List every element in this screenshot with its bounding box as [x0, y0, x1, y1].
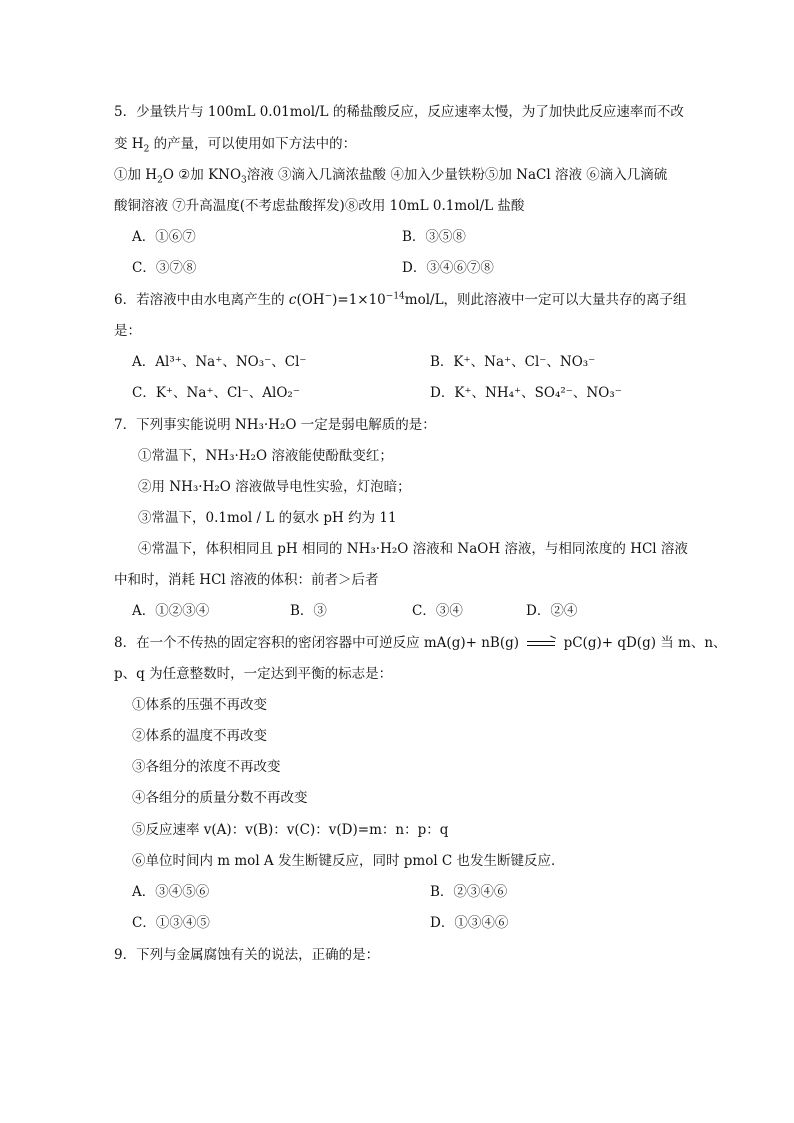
q5-stem-line4: 酸铜溶液 ⑦升高温度(不考虑盐酸挥发)⑧改用 10mL 0.1mol/L 盐酸: [114, 198, 525, 214]
q6-option-a: A．Al³⁺、Na⁺、NO₃⁻、Cl⁻: [132, 354, 307, 370]
q5-option-c: C．③⑦⑧: [132, 260, 197, 276]
q6-stem-line2: 是：: [114, 323, 141, 339]
q6-option-b: B．K⁺、Na⁺、Cl⁻、NO₃⁻: [430, 354, 596, 370]
q8-item-1: ①体系的压强不再改变: [132, 697, 267, 713]
q8-item-2: ②体系的温度不再改变: [132, 728, 267, 744]
q7-item-4-cont: 中和时，消耗 HCl 溶液的体积：前者＞后者: [114, 572, 379, 588]
q7-stem: 7．下列事实能说明 NH₃·H₂O 一定是弱电解质的是：: [114, 417, 436, 433]
q5-stem-line1: 5．少量铁片与 100mL 0.01mol/L 的稀盐酸反应，反应速率太慢，为了加快此反应速率而不改: [114, 104, 684, 120]
q5-option-d: D．③④⑥⑦⑧: [402, 260, 494, 276]
q7-item-4: ④常温下，体积相同且 pH 相同的 NH₃·H₂O 溶液和 NaOH 溶液，与相同浓度的 HCl 溶液: [138, 541, 688, 557]
q9-stem: 9．下列与金属腐蚀有关的说法，正确的是：: [114, 947, 380, 963]
q7-item-2: ②用 NH₃·H₂O 溶液做导电性实验，灯泡暗；: [138, 479, 411, 495]
q7-option-b: B．③: [290, 603, 327, 619]
q7-item-1: ①常温下，NH₃·H₂O 溶液能使酚酞变红；: [138, 448, 393, 464]
q8-item-6: ⑥单位时间内 m mol A 发生断键反应，同时 pmol C 也发生断键反应．: [132, 853, 565, 869]
q5-option-b: B．③⑤⑧: [402, 229, 466, 245]
q8-option-c: C．①③④⑤: [132, 915, 210, 931]
q8-stem-line1: 8．在一个不传热的固定容积的密闭容器中可逆反应 mA(g)+ nB(g) pC(g)+ qD(g) 当 m、n、: [114, 635, 727, 651]
q8-stem-line2: p、q 为任意整数时，一定达到平衡的标志是：: [114, 666, 393, 682]
q8-item-3: ③各组分的浓度不再改变: [132, 759, 281, 775]
q8-item-5: ⑤反应速率 v(A)：v(B)：v(C)：v(D)=m：n：p：q: [132, 822, 449, 838]
equilibrium-arrow-icon: [527, 640, 555, 648]
q7-item-3: ③常温下，0.1mol / L 的氨水 pH 约为 11: [138, 510, 397, 526]
q7-option-a: A．①②③④: [132, 603, 210, 619]
q8-option-a: A．③④⑤⑥: [132, 884, 210, 900]
q7-option-c: C．③④: [412, 603, 463, 619]
q8-option-d: D．①③④⑥: [430, 915, 509, 931]
q7-option-d: D．②④: [526, 603, 578, 619]
q5-stem-line2: 变 $H_2$ 的产量，可以使用如下方法中的：: [114, 136, 357, 155]
q6-option-d: D．K⁺、NH₄⁺、SO₄²⁻、NO₃⁻: [430, 385, 622, 401]
q5-stem-line3: ①加 $H_2O$ ②加 $KNO_3$溶液 ③滴入几滴浓盐酸 ④加入少量铁粉⑤加 NaCl 溶液 ⑥滴入几滴硫: [114, 167, 668, 186]
q5-option-a: A．①⑥⑦: [132, 229, 196, 245]
q8-option-b: B．②③④⑥: [430, 884, 508, 900]
q6-option-c: C．K⁺、Na⁺、Cl⁻、AlO₂⁻: [132, 385, 300, 401]
q6-stem-line1: 6．若溶液中由水电离产生的 $c(OH^-)=1\times 10^{-14}mol/L$，则此溶液中一定可以大量共存的离子组: [114, 291, 687, 308]
q8-item-4: ④各组分的质量分数不再改变: [132, 790, 308, 806]
